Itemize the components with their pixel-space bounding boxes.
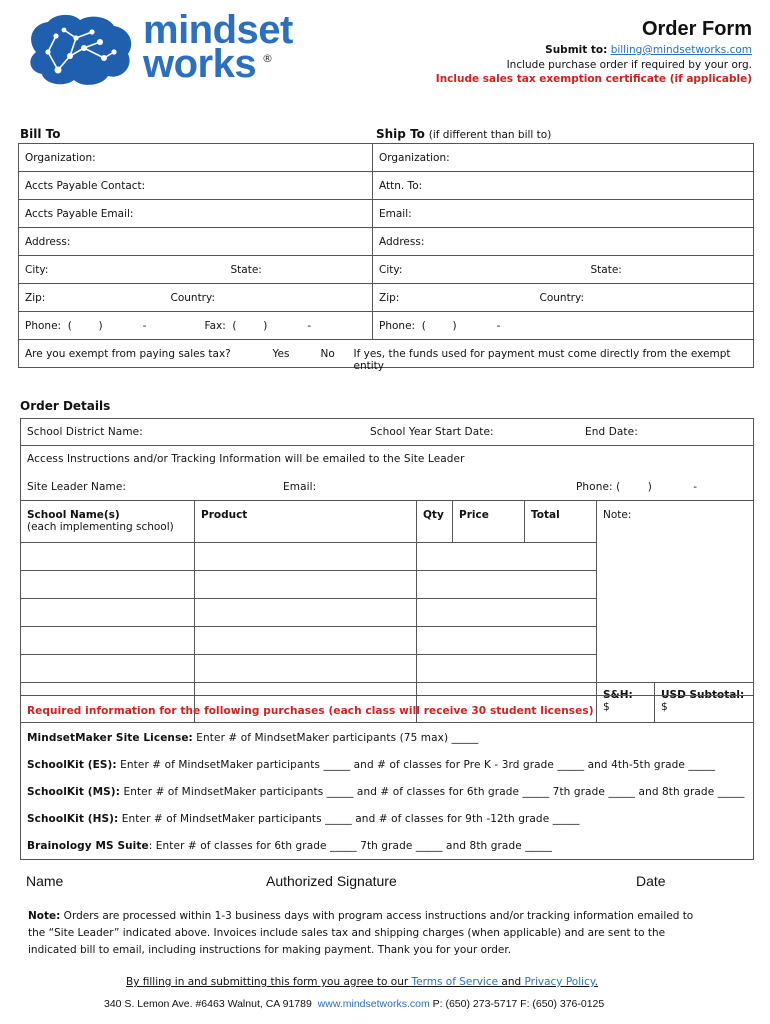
req-schoolkit-ms[interactable]: SchoolKit (MS): Enter # of MindsetMaker participants _____ and # of classes for 6th grade _____ 7th grade _____ and 8th grade _____ — [27, 786, 745, 798]
signature-auth-label: Authorized Signature — [266, 873, 397, 889]
qty-price-total-cell[interactable] — [417, 599, 597, 627]
qty-price-total-cell[interactable] — [417, 543, 597, 571]
product-cell[interactable] — [195, 543, 417, 571]
agreement-suffix: . — [594, 976, 598, 988]
ship-to-note: (if different than bill to) — [428, 129, 552, 141]
billing-table — [18, 143, 754, 372]
ship-zip-country-field[interactable] — [373, 284, 754, 312]
requirements-heading: Required information for the following purchases (each class will receive 30 student licenses) — [27, 705, 594, 717]
site-leader-phone-label[interactable]: Phone: ( ) - — [576, 481, 698, 493]
brain-icon — [18, 12, 138, 92]
agreement-prefix: By filling in and submitting this form you agree to our — [126, 976, 412, 988]
req-schoolkit-hs[interactable]: SchoolKit (HS): Enter # of MindsetMaker participants _____ and # of classes for 9th -12th grade _____ — [27, 813, 580, 825]
ship-email-field[interactable]: Email: — [373, 200, 754, 228]
ship-country-label: Country: — [539, 291, 584, 304]
subtotal-dollar: $ — [661, 701, 668, 713]
qty-price-total-cell[interactable] — [417, 627, 597, 655]
agreement-line — [126, 976, 598, 988]
order-details-heading: Order Details — [20, 399, 111, 413]
footer-website-link[interactable]: www.mindsetworks.com — [317, 998, 430, 1010]
school-cell[interactable] — [21, 543, 195, 571]
signature-name-label: Name — [26, 873, 64, 889]
billing-email-link[interactable]: billing@mindsetworks.com — [610, 44, 752, 56]
logo — [18, 12, 138, 92]
ship-to-heading — [376, 127, 551, 141]
ship-zip-label: Zip: — [379, 291, 400, 304]
col-qty-header: Qty — [417, 501, 453, 543]
school-cell[interactable] — [21, 599, 195, 627]
submit-to — [545, 44, 752, 56]
product-cell[interactable] — [195, 627, 417, 655]
ship-city-label: City: — [379, 263, 403, 276]
ship-phone-field[interactable] — [373, 312, 754, 340]
bill-organization-field[interactable]: Organization: — [19, 144, 373, 172]
district-label: School District Name: — [27, 426, 143, 438]
bill-state-label: State: — [230, 263, 262, 276]
tax-exempt-no[interactable]: No — [320, 347, 335, 360]
tax-exempt-question: Are you exempt from paying sales tax? — [25, 347, 231, 360]
sh-label: S&H: — [603, 689, 633, 701]
bill-country-label: Country: — [170, 291, 215, 304]
site-leader-email-label[interactable]: Email: — [283, 481, 317, 493]
footer-phone-fax: P: (650) 273-5717 F: (650) 376-0125 — [432, 998, 605, 1010]
col-school-sub: (each implementing school) — [27, 521, 174, 533]
terms-of-service-link[interactable]: Terms of Service — [411, 976, 499, 988]
footer-address: 340 S. Lemon Ave. #6463 Walnut, CA 91789 — [104, 998, 312, 1010]
col-total-header: Total — [525, 501, 597, 543]
col-price-header: Price — [453, 501, 525, 543]
start-date-label: School Year Start Date: — [370, 426, 494, 438]
ship-attn-field[interactable]: Attn. To: — [373, 172, 754, 200]
bill-phone-label: Phone: ( ) - — [25, 319, 147, 332]
agreement-and: and — [498, 976, 525, 988]
signature-date-label: Date — [636, 873, 666, 889]
col-school-label: School Name(s) — [27, 509, 120, 521]
site-leader-block — [20, 445, 754, 501]
sh-dollar: $ — [603, 701, 610, 713]
tax-exempt-yes[interactable]: Yes — [272, 347, 290, 360]
school-cell[interactable] — [21, 655, 195, 683]
req-brainology[interactable]: Brainology MS Suite: Enter # of classes for 6th grade _____ 7th grade _____ and 8th grade _____ — [27, 840, 552, 852]
ship-phone-label: Phone: ( ) - — [379, 319, 501, 332]
bill-address-field[interactable]: Address: — [19, 228, 373, 256]
bill-zip-country-field[interactable] — [19, 284, 373, 312]
bill-email-field[interactable]: Accts Payable Email: — [19, 200, 373, 228]
qty-price-total-cell[interactable] — [417, 571, 597, 599]
ship-address-field[interactable]: Address: — [373, 228, 754, 256]
ship-state-label: State: — [590, 263, 622, 276]
submit-label: Submit to: — [545, 44, 608, 56]
district-row[interactable] — [20, 418, 754, 446]
bill-city-label: City: — [25, 263, 49, 276]
end-date-label: End Date: — [585, 426, 638, 438]
footer — [104, 998, 604, 1010]
req-site-license[interactable]: MindsetMaker Site License: Enter # of MindsetMaker participants (75 max) _____ — [27, 732, 479, 744]
ship-to-label: Ship To — [376, 127, 425, 141]
privacy-policy-link[interactable]: Privacy Policy — [524, 976, 595, 988]
ship-organization-field[interactable]: Organization: — [373, 144, 754, 172]
note-field[interactable]: Note: — [597, 501, 754, 683]
bill-to-heading: Bill To — [20, 127, 61, 141]
bill-city-state-field[interactable] — [19, 256, 373, 284]
bill-phone-fax-field[interactable] — [19, 312, 373, 340]
order-note-text: Orders are processed within 1-3 business days with program access instructions and/or tracking information emailed to the “Site Leader” indicated above. Invoices include sales tax and shipping charges (when applicable) and are sent to the indicated bill to email, including instructions for making payment. Thank you for your order. — [28, 910, 694, 956]
col-product-header: Product — [195, 501, 417, 543]
product-cell[interactable] — [195, 571, 417, 599]
product-table — [20, 500, 754, 723]
qty-price-total-cell[interactable] — [417, 655, 597, 683]
tax-exempt-row — [19, 340, 754, 372]
access-note: Access Instructions and/or Tracking Information will be emailed to the Site Leader — [27, 453, 465, 465]
tax-exempt-note: If yes, the funds used for payment must come directly from the exempt entity — [353, 347, 731, 372]
page-title: Order Form — [641, 18, 752, 40]
bill-contact-field[interactable]: Accts Payable Contact: — [19, 172, 373, 200]
subtotal-label: USD Subtotal: — [661, 689, 745, 701]
logo-text-works: works — [143, 42, 257, 86]
include-po-note: Include purchase order if required by your org. — [506, 59, 752, 71]
registered-mark: ® — [262, 52, 273, 65]
bill-zip-label: Zip: — [25, 291, 46, 304]
site-leader-label[interactable]: Site Leader Name: — [27, 481, 127, 493]
product-cell[interactable] — [195, 599, 417, 627]
school-cell[interactable] — [21, 571, 195, 599]
bill-fax-label: Fax: ( ) - — [204, 319, 312, 332]
include-tax-note: Include sales tax exemption certificate (if applicable) — [435, 73, 752, 85]
order-note-label: Note: — [28, 910, 61, 922]
logo-text-mindset: mindset — [143, 8, 293, 52]
req-schoolkit-es[interactable]: SchoolKit (ES): Enter # of MindsetMaker participants _____ and # of classes for Pre K - 3rd grade _____ and 4th-5th grade _____ — [27, 759, 716, 771]
ship-city-state-field[interactable] — [373, 256, 754, 284]
col-school-header — [21, 501, 195, 543]
school-cell[interactable] — [21, 627, 195, 655]
product-cell[interactable] — [195, 655, 417, 683]
requirements-box — [20, 695, 754, 860]
order-note — [28, 908, 708, 959]
